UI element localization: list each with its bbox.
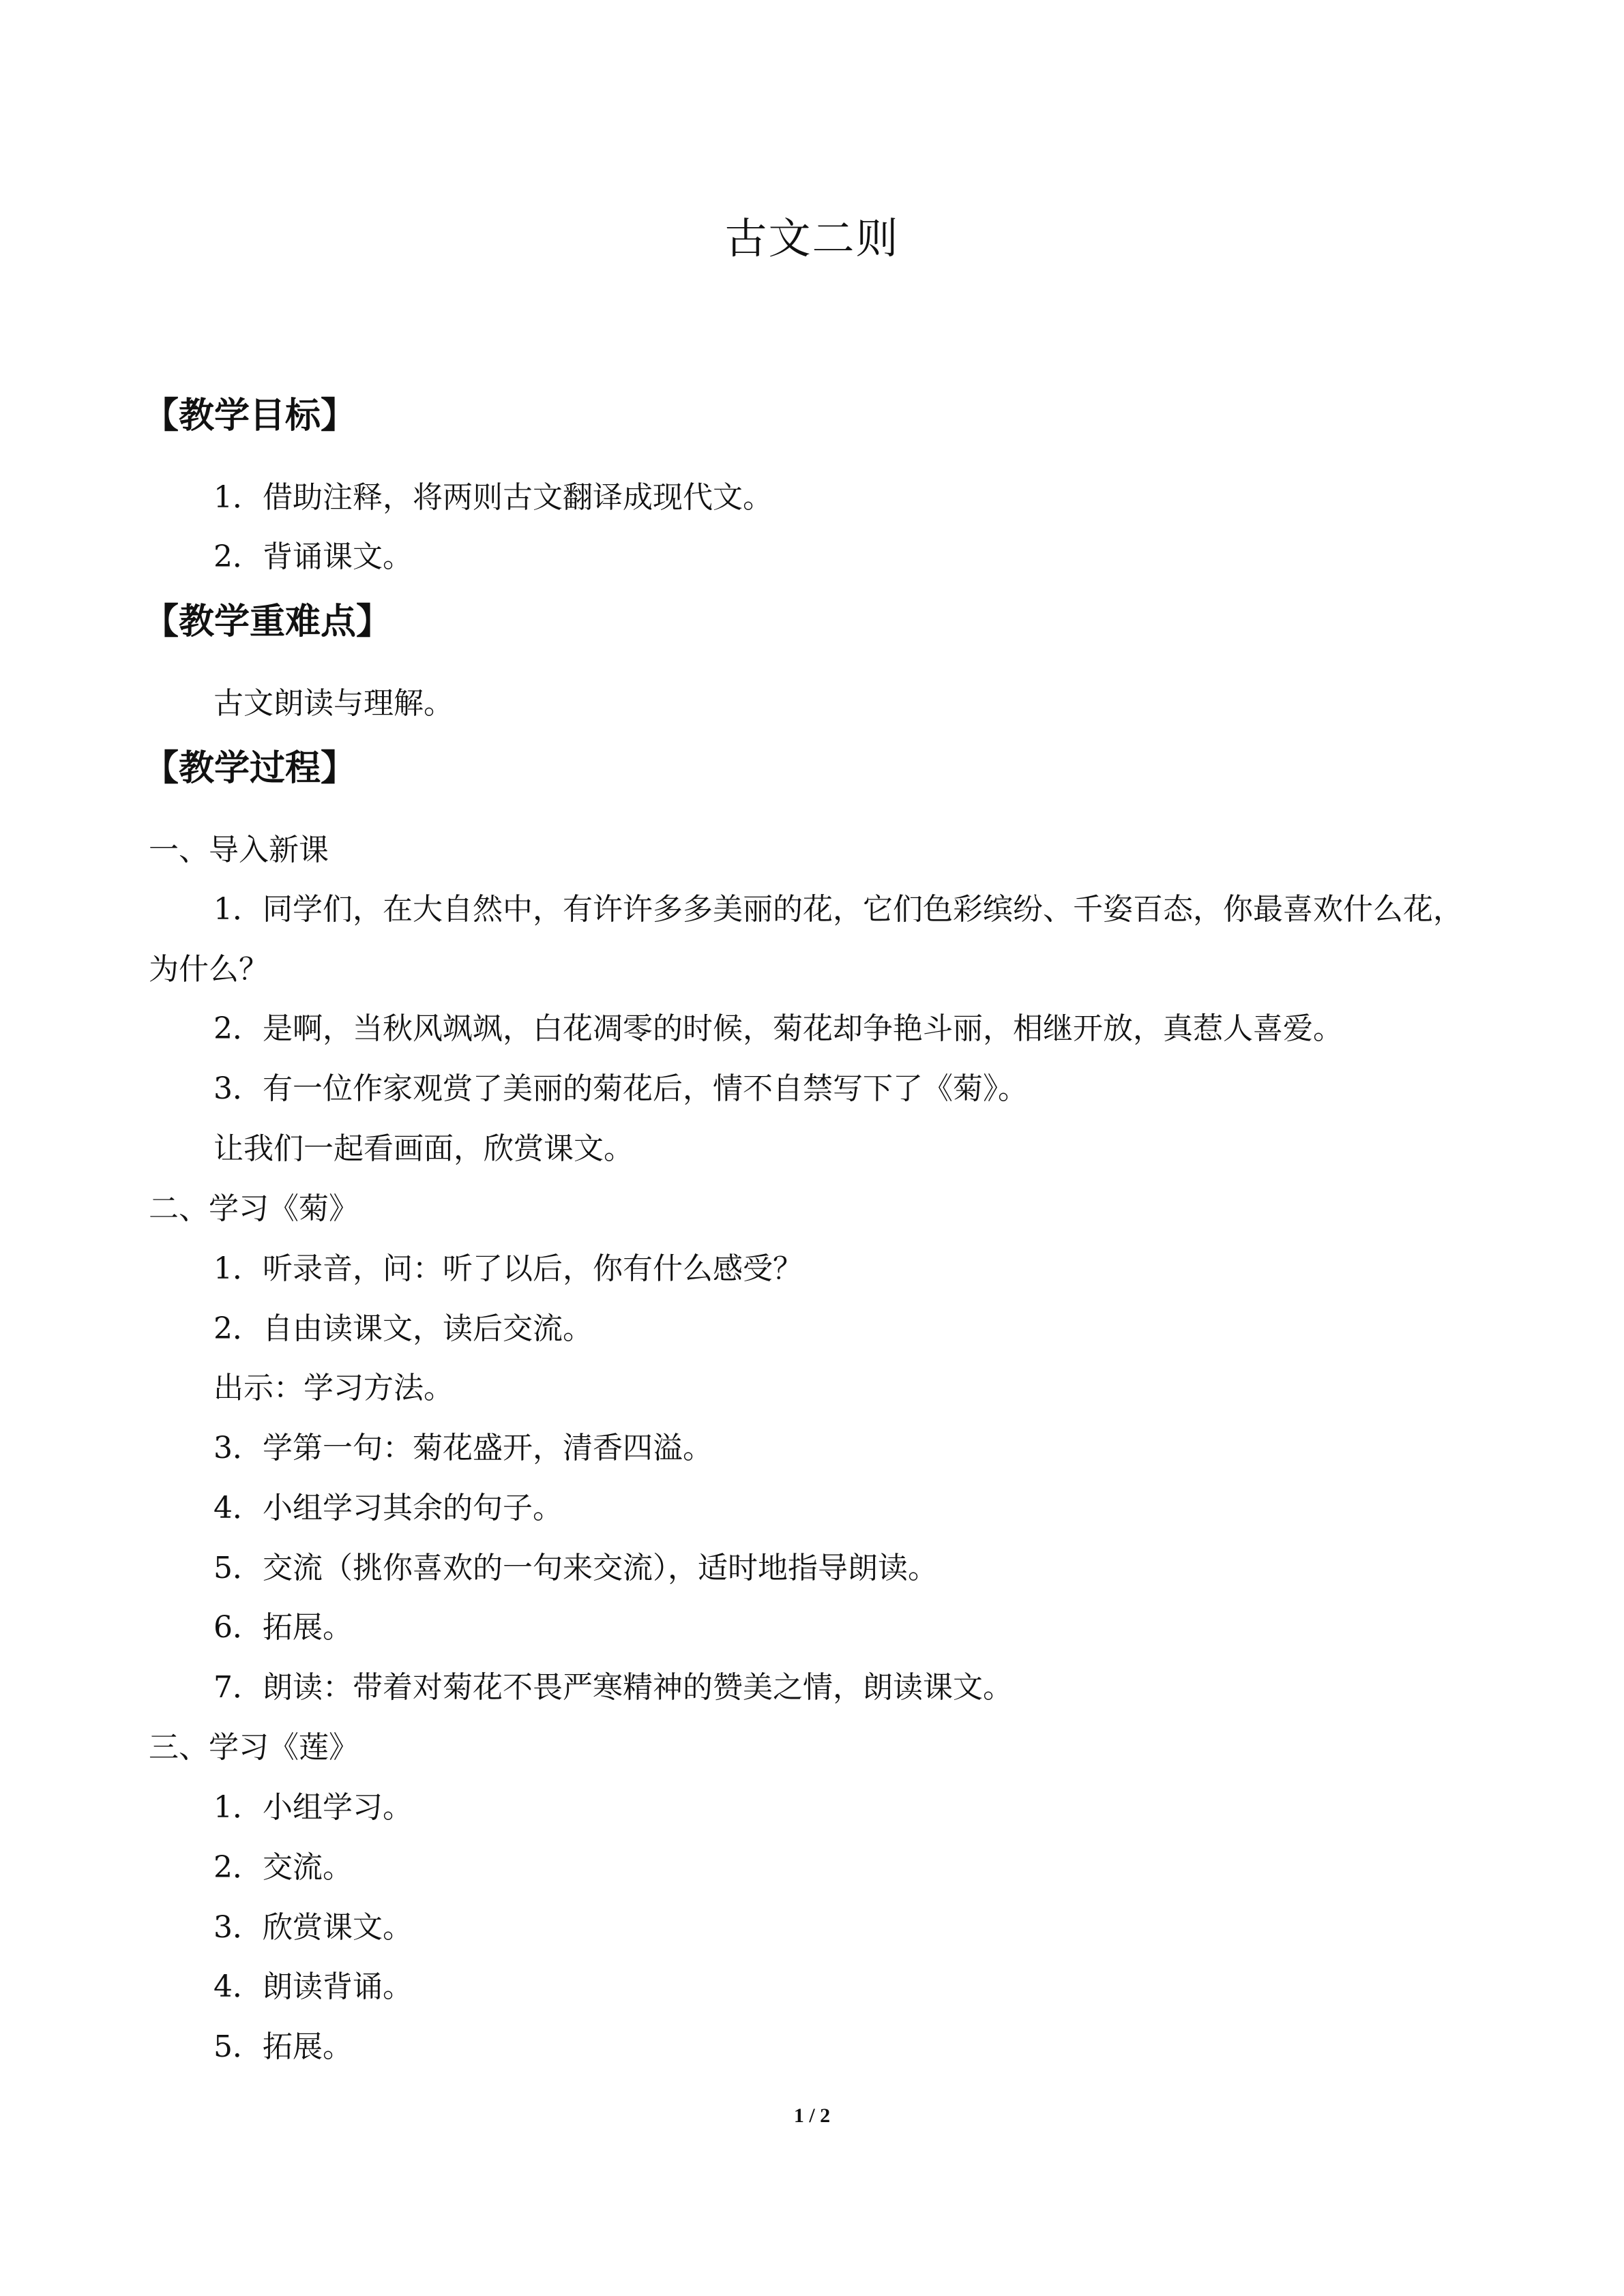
intro-item-4: 让我们一起看画面，欣赏课文。 [213,1131,634,1166]
heading-key-points: 【教学重难点】 [143,601,392,642]
list-item: 2．交流。 [213,1850,353,1885]
list-item: 6．拓展。 [213,1610,353,1645]
list-item: 1．听录音，问：听了以后，你有什么感受？ [213,1251,803,1286]
list-item: 1．小组学习。 [213,1790,413,1825]
intro-item-3: 3．有一位作家观赏了美丽的菊花后，情不自禁写下了《菊》。 [213,1071,1028,1106]
list-item: 4．小组学习其余的句子。 [213,1491,563,1525]
list-item: 5．交流（挑你喜欢的一句来交流），适时地指导朗读。 [213,1551,938,1585]
page-number: 1 / 2 [793,2104,831,2127]
intro-item-2: 2．是啊，当秋风飒飒，白花凋零的时候，菊花却争艳斗丽，相继开放，真惹人喜爱。 [213,1011,1343,1046]
list-item: 3．学第一句：菊花盛开，清香四溢。 [213,1431,713,1465]
intro-item-1: 1．同学们，在大自然中，有许许多多美丽的花，它们色彩缤纷、千姿百态，你最喜欢什么花，为什么？ [149,892,1463,987]
list-item: 7．朗读：带着对菊花不畏严寒精神的赞美之情，朗读课文。 [213,1670,1013,1705]
list-item: 2．自由读课文，读后交流。 [213,1311,593,1346]
objective-item-1: 1．借助注释，将两则古文翻译成现代文。 [213,480,773,515]
list-item: 4．朗读背诵。 [213,1969,413,2004]
heading-process: 【教学过程】 [143,748,357,789]
section-title-ju: 二、学习《菊》 [149,1191,359,1226]
list-item: 出示：学习方法。 [213,1371,454,1405]
list-item: 3．欣赏课文。 [213,1910,413,1945]
page-title: 古文二则 [724,213,900,263]
section-title-lian: 三、学习《莲》 [149,1730,359,1765]
key-points-text: 古文朗读与理解。 [213,686,454,721]
section-title-intro: 一、导入新课 [149,833,329,867]
list-item: 5．拓展。 [213,2029,353,2064]
heading-objectives: 【教学目标】 [143,396,357,436]
objective-item-2: 2．背诵课文。 [213,539,413,574]
